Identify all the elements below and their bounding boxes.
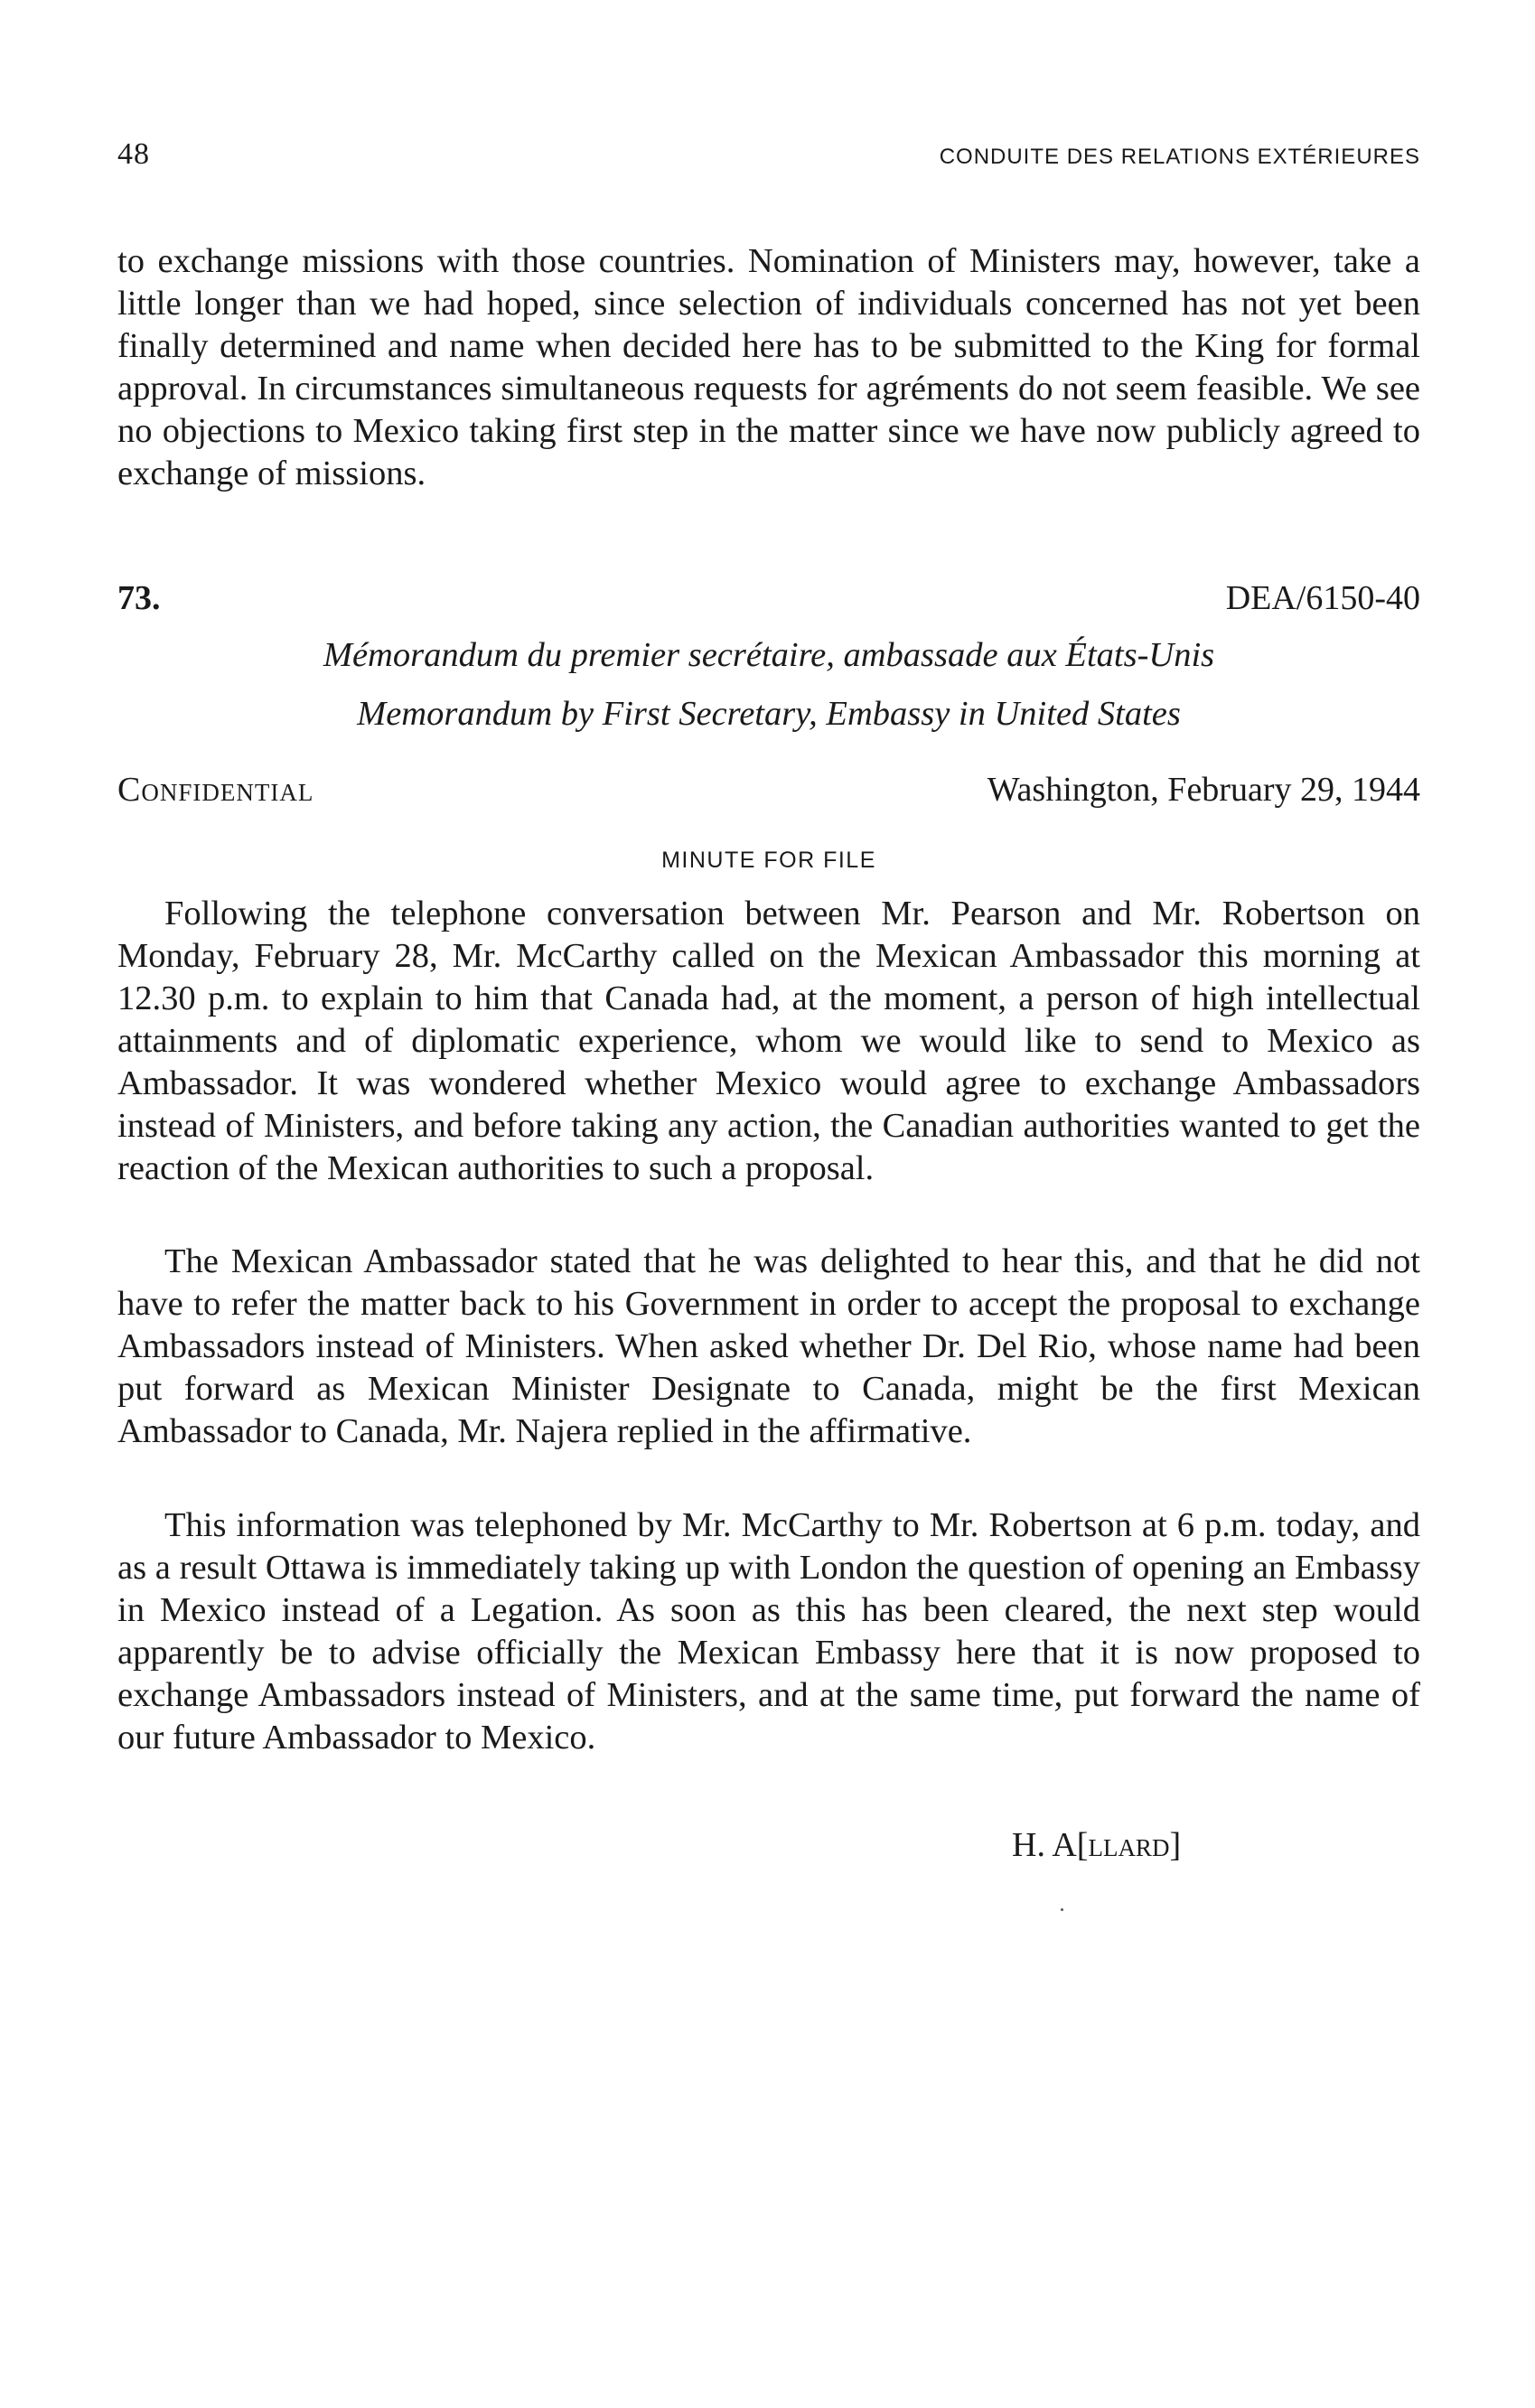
signature [1012,1825,1181,1865]
print-speck [1061,1908,1063,1911]
place-date: Washington, February 29, 1944 [987,771,1420,809]
signature-caps: llard [1088,1826,1170,1864]
memo-paragraph-2: The Mexican Ambassador stated that he was delighted to hear this, and that he did not have to refer the matter back to his Government in order to accept the proposal to exchange Ambassadors instead of Ministers. When asked whether Dr. Del Rio, whose name had been put forward as Mexican Minister Designate to Canada, might be the first Mexican Ambassador to Canada, Mr. Najera replied in the affirmative. [117,1242,1420,1450]
file-reference: DEA/6150-40 [1225,579,1420,617]
memo-paragraph-3: This information was telephoned by Mr. McCarthy to Mr. Robertson at 6 p.m. today, and as a result Ottawa is immediately taking up with London the question of opening an Embassy in Mexico instead of a Legation. As soon as this has been cleared, the next step would apparently be to advise officially the Mexican Embassy here that it is now proposed to exchange Ambassadors instead of Ministers, and at the same time, put forward the name of our future Ambassador to Mexico. [117,1506,1420,1757]
minute-heading: MINUTE FOR FILE [661,848,876,873]
document-number: 73. [117,579,161,617]
page-header [117,137,1420,173]
page-number: 48 [117,137,150,171]
running-head: CONDUITE DES RELATIONS EXTÉRIEURES [939,145,1420,169]
classification-label: Confidential [117,771,314,809]
signature-suffix: ] [1169,1826,1182,1864]
continuation-paragraph: to exchange missions with those countries. Nomination of Ministers may, however, take a little longer than we had hoped, since selection of individuals concerned has not yet been finally determined and name when decided here has to be submitted to the King for formal approval. In circumstances simultaneous requests for agréments do not seem feasible. We see no objections to Mexico taking first step in the matter since we have now publicly agreed to exchange of missions. [117,242,1420,492]
signature-prefix: H. A[ [1012,1826,1089,1864]
document-title-french: Mémorandum du premier secrétaire, ambassade aux États-Unis [323,636,1215,674]
document-title-english: Memorandum by First Secretary, Embassy in United States [357,695,1181,733]
memo-paragraph-1: Following the telephone conversation between Mr. Pearson and Mr. Robertson on Monday, February 28, Mr. McCarthy called on the Mexican Ambassador this morning at 12.30 p.m. to explain to him that Canada had, at the moment, a person of high intellectual attainments and of diplomatic experience, whom we would like to send to Mexico as Ambassador. It was wondered whether Mexico would agree to exchange Ambassadors instead of Ministers, and before taking any action, the Canadian authorities wanted to get the reaction of the Mexican authorities to such a proposal. [117,895,1420,1187]
